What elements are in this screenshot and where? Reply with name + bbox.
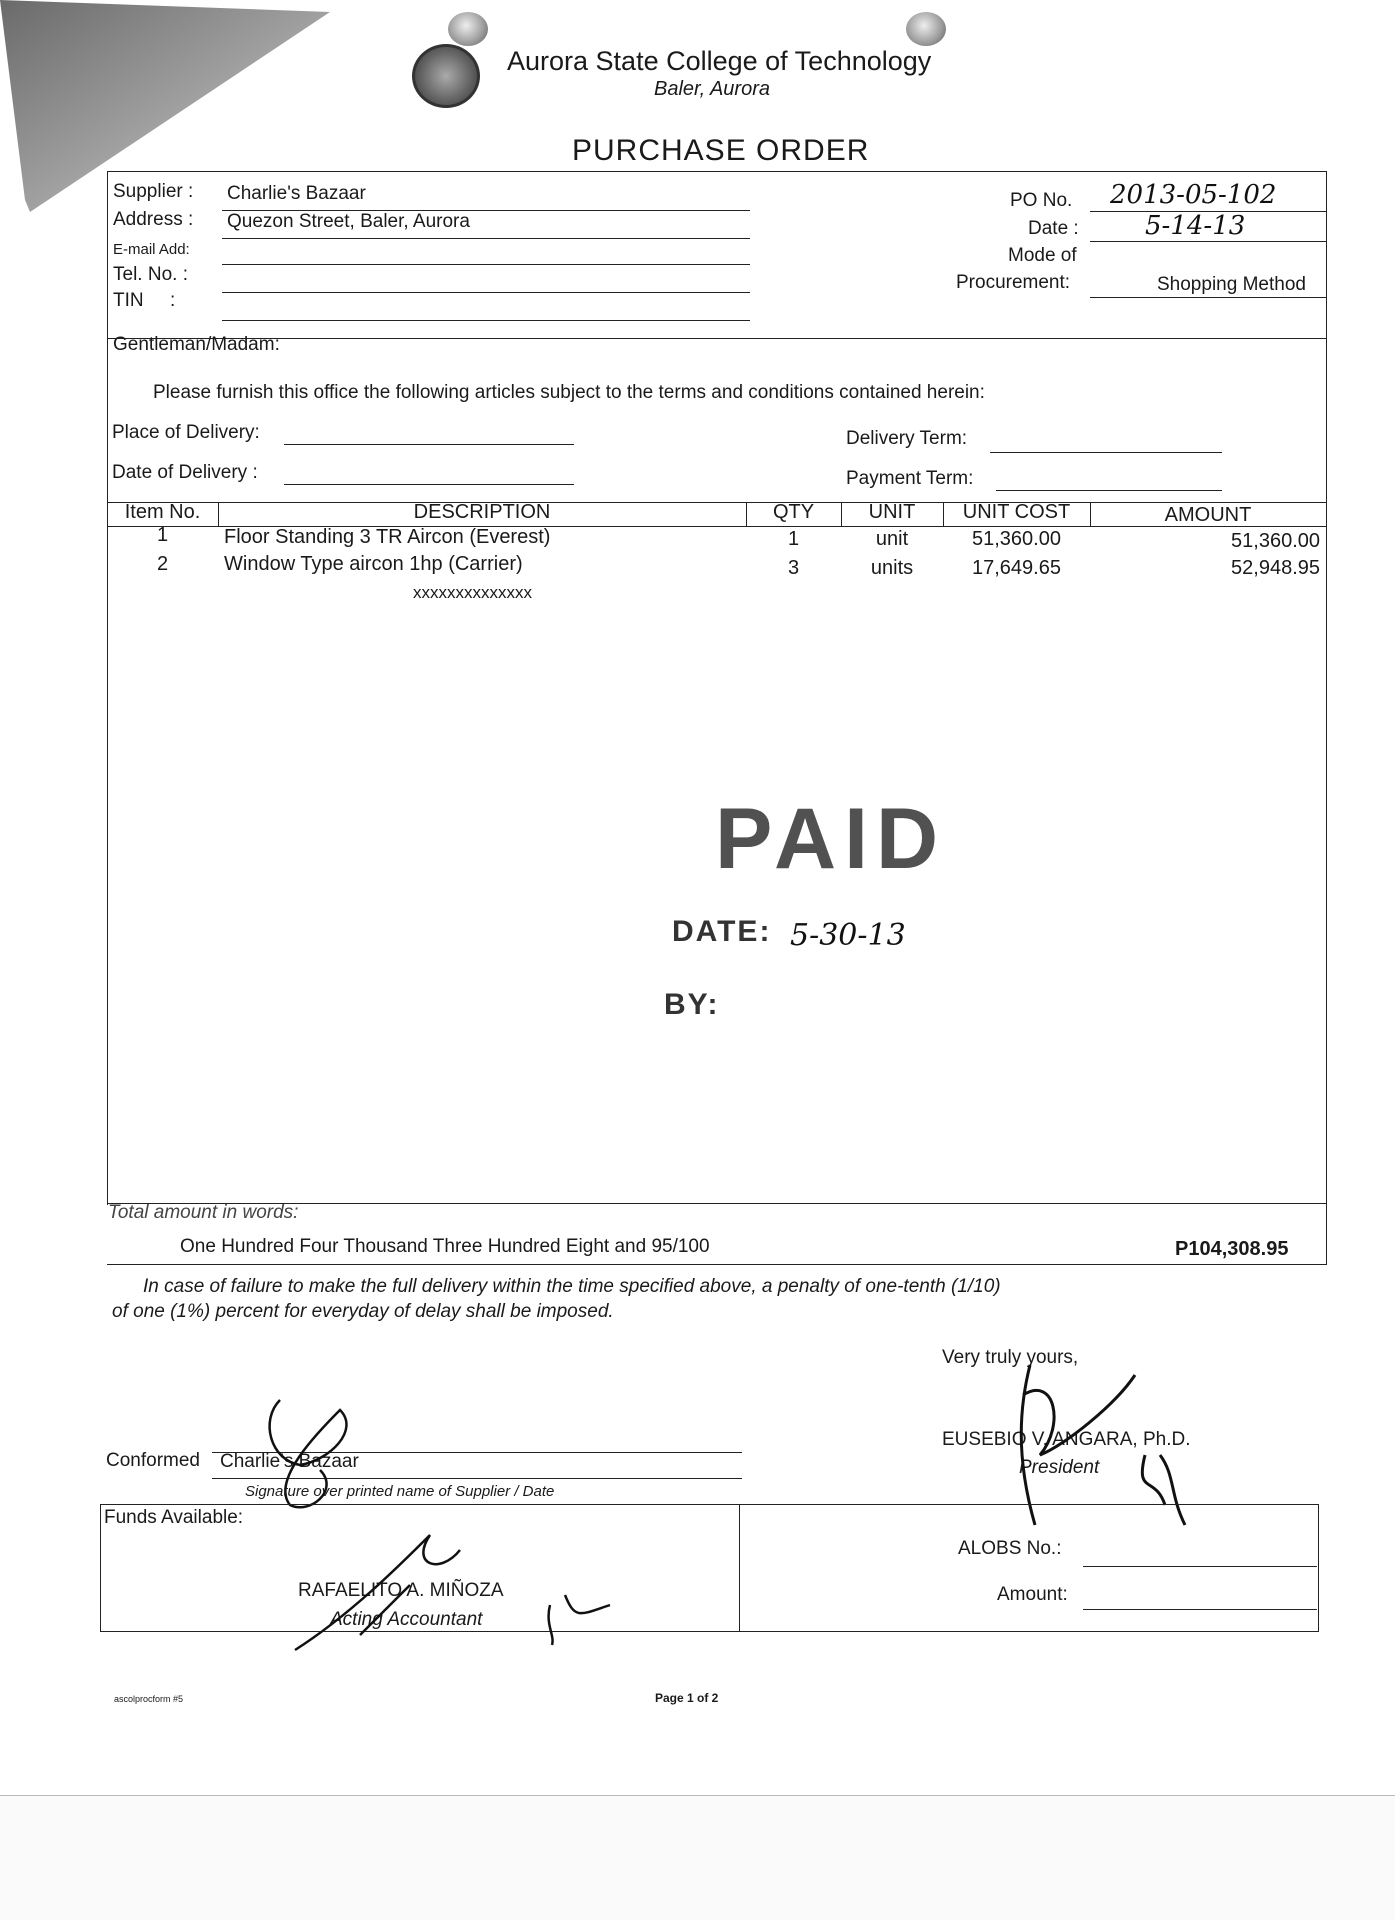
page-number: Page 1 of 2 bbox=[655, 1691, 719, 1705]
total-amount: P104,308.95 bbox=[1175, 1238, 1289, 1260]
row-qty: 3 bbox=[787, 557, 800, 579]
totals-bottom-line bbox=[107, 1264, 1327, 1265]
col-header-amount: AMOUNT bbox=[1164, 504, 1252, 526]
address-underline bbox=[222, 238, 750, 239]
stamp-date-label: DATE: bbox=[672, 915, 772, 948]
institution-name: Aurora State College of Technology bbox=[507, 46, 932, 76]
delivery-term-underline bbox=[990, 452, 1222, 453]
funds-box-bottom bbox=[100, 1631, 1318, 1632]
date-of-delivery-underline bbox=[284, 484, 574, 485]
email-underline bbox=[222, 264, 750, 265]
stamp-date-value: 5-30-13 bbox=[790, 918, 906, 953]
row-unit-cost: 17,649.65 bbox=[972, 557, 1061, 579]
row-unit: units bbox=[870, 557, 914, 579]
funds-box-top bbox=[100, 1504, 1318, 1505]
alobs-label: ALOBS No.: bbox=[958, 1538, 1062, 1559]
supplier-label: Supplier : bbox=[113, 181, 194, 202]
funds-box-left bbox=[100, 1504, 101, 1632]
table-end-marker: xxxxxxxxxxxxxx bbox=[413, 583, 532, 602]
mode-label-1: Mode of bbox=[1008, 245, 1077, 266]
payment-term-label: Payment Term: bbox=[846, 468, 974, 489]
conformed-name: Charlie's Bazaar bbox=[220, 1451, 359, 1472]
place-of-delivery-label: Place of Delivery: bbox=[112, 422, 260, 443]
document-title: PURCHASE ORDER bbox=[572, 134, 870, 167]
total-words-label: Total amount in words: bbox=[108, 1202, 299, 1223]
accountant-title: Acting Accountant bbox=[330, 1609, 483, 1630]
payment-term-underline bbox=[996, 490, 1222, 491]
tin-label: TIN : bbox=[113, 290, 176, 311]
amount-underline bbox=[1083, 1609, 1317, 1610]
scan-margin bbox=[0, 1796, 1395, 1920]
row-amount: 52,948.95 bbox=[1231, 557, 1320, 579]
col-header-unit-cost: UNIT COST bbox=[962, 501, 1071, 523]
place-of-delivery-underline bbox=[284, 444, 574, 445]
tin-underline bbox=[222, 320, 750, 321]
address-label: Address : bbox=[113, 209, 194, 230]
row-item-no: 1 bbox=[156, 524, 169, 546]
college-seal-logo bbox=[412, 44, 480, 108]
date-of-delivery-label: Date of Delivery : bbox=[112, 462, 258, 483]
po-no-label: PO No. bbox=[1010, 190, 1073, 211]
row-qty: 1 bbox=[787, 528, 800, 550]
institution-location: Baler, Aurora bbox=[654, 78, 770, 100]
letter-body: Please furnish this office the following articles subject to the terms and conditions contained herein: bbox=[153, 382, 985, 403]
closing: Very truly yours, bbox=[942, 1347, 1079, 1368]
po-no-value: 2013-05-102 bbox=[1110, 180, 1277, 210]
funds-available-label: Funds Available: bbox=[104, 1507, 244, 1528]
frame-top bbox=[107, 171, 1327, 172]
total-words-value: One Hundred Four Thousand Three Hundred Eight and 95/100 bbox=[180, 1236, 710, 1257]
conformed-label: Conformed bbox=[106, 1450, 200, 1471]
row-description: Floor Standing 3 TR Aircon (Everest) bbox=[224, 526, 551, 548]
frame-left bbox=[107, 171, 108, 1205]
penalty-line-1: In case of failure to make the full delivery within the time specified above, a penalty of one-tenth (1/10) bbox=[143, 1276, 1001, 1297]
row-unit: unit bbox=[875, 528, 909, 550]
delivery-term-label: Delivery Term: bbox=[846, 428, 968, 449]
supplier-value: Charlie's Bazaar bbox=[227, 183, 366, 204]
divider-supplier bbox=[107, 338, 1327, 339]
tel-label: Tel. No. : bbox=[113, 264, 188, 285]
stamp-by-label: BY: bbox=[664, 988, 720, 1021]
president-title: President bbox=[1019, 1457, 1100, 1478]
accountant-signature-icon bbox=[290, 1525, 640, 1655]
row-item-no: 2 bbox=[156, 553, 169, 575]
penalty-line-2: of one (1%) percent for everyday of delay shall be imposed. bbox=[112, 1301, 614, 1322]
amount-label: Amount: bbox=[997, 1584, 1068, 1605]
mode-value: Shopping Method bbox=[1157, 274, 1306, 295]
accountant-name: RAFAELITO A. MIÑOZA bbox=[298, 1580, 504, 1601]
president-name: EUSEBIO V. ANGARA, Ph.D. bbox=[942, 1429, 1191, 1450]
address-value: Quezon Street, Baler, Aurora bbox=[227, 211, 470, 232]
col-header-description: DESCRIPTION bbox=[413, 501, 551, 523]
col-header-item: Item No. bbox=[124, 501, 201, 523]
row-description: Window Type aircon 1hp (Carrier) bbox=[224, 553, 523, 575]
funds-box-middle bbox=[739, 1504, 740, 1632]
president-signature-icon bbox=[995, 1345, 1195, 1535]
date-value: 5-14-13 bbox=[1145, 211, 1246, 241]
col-header-qty: QTY bbox=[772, 501, 815, 523]
paid-stamp: PAID bbox=[715, 791, 947, 887]
table-row bbox=[107, 524, 1327, 552]
punch-hole-left bbox=[448, 12, 488, 46]
mode-underline bbox=[1090, 297, 1326, 298]
supplier-signature-icon bbox=[240, 1390, 380, 1520]
salutation: Gentleman/Madam: bbox=[113, 334, 280, 355]
form-code: ascolprocform #5 bbox=[114, 1694, 184, 1704]
table-row bbox=[107, 553, 1327, 581]
funds-box-right bbox=[1318, 1504, 1319, 1632]
punch-hole-right bbox=[906, 12, 946, 46]
tel-underline bbox=[222, 292, 750, 293]
mode-label-2: Procurement: bbox=[956, 272, 1071, 293]
date-underline bbox=[1090, 241, 1326, 242]
conformed-caption: Signature over printed name of Supplier / Date bbox=[245, 1483, 555, 1500]
row-unit-cost: 51,360.00 bbox=[972, 528, 1061, 550]
date-label: Date : bbox=[1028, 218, 1079, 239]
col-header-unit: UNIT bbox=[868, 501, 916, 523]
email-label: E-mail Add: bbox=[113, 241, 190, 258]
frame-right bbox=[1326, 171, 1327, 1264]
row-amount: 51,360.00 bbox=[1231, 530, 1320, 552]
alobs-underline bbox=[1083, 1566, 1317, 1567]
